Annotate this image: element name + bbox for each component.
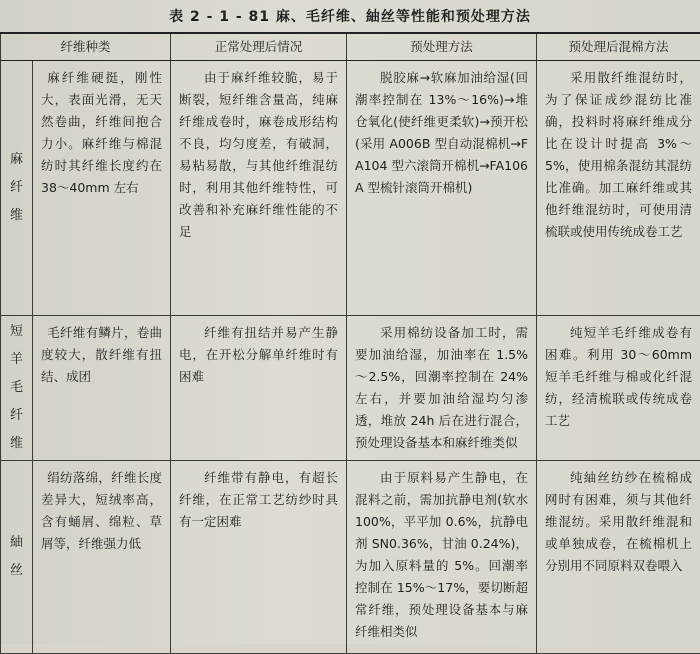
blending-cell: 采用散纤维混纺时，为了保证成纱混纺比准确，投料时将麻纤维成分比在设计时提高 3%～5%，使用棉条混纺其混纺比准确。加工麻纤维或其他纤维混纺时，可使用清梳联或使用传统成卷工艺 [537, 61, 700, 316]
category-cell: 麻纤维 [1, 61, 33, 316]
properties-cell: 绢纺落绵，纤维长度差异大，短绒率高，含有蛹屑、绵粒、草屑等，纤维强力低 [33, 461, 171, 654]
table-title: 表 2 - 1 - 81 麻、毛纤维、紬丝等性能和预处理方法 [0, 6, 700, 26]
pretreatment-cell: 采用棉纺设备加工时，需要加油给湿，加油率在 1.5%～2.5%，回潮率控制在 24% 左右，并要加油给湿均匀渗透，堆放 24h 后在进行混合，预处理设备基本和麻纤维类似 [347, 316, 537, 461]
fiber-pretreatment-table [0, 32, 700, 654]
header-row [1, 33, 700, 61]
category-cell: 紬丝 [1, 461, 33, 654]
table-row [1, 461, 700, 654]
pretreatment-cell: 脱胶麻→软麻加油给湿(回潮率控制在 13%～16%)→堆仓氧化(使纤维更柔软)→预开松(采用 A006B 型自动混棉机→FA104 型六滚筒开棉机→FA106A 型梳针滚筒开棉机) [347, 61, 537, 316]
pretreatment-cell: 由于原料易产生静电，在混料之前，需加抗静电剂(软水 100%，平平加 0.6%，抗静电剂 SN0.36%，甘油 0.24%)，为加入原料量的 5%。回潮率控制在 15%～17%，要切断超常纤维，预处理设备基本与麻纤维相类似 [347, 461, 537, 654]
normal-cell: 纤维有扭结并易产生静电，在开松分解单纤维时有困难 [171, 316, 347, 461]
table-row [1, 316, 700, 461]
properties-cell: 麻纤维硬挺，刚性大，表面光滑，无天然卷曲，纤维间抱合力小。麻纤维与棉混纺时其纤维长度约在 38～40mm 左右 [33, 61, 171, 316]
header-pretreatment: 预处理方法 [347, 33, 537, 61]
header-blending: 预处理后混棉方法 [537, 33, 700, 61]
blending-cell: 纯短羊毛纤维成卷有困难。利用 30～60mm 短羊毛纤维与棉或化纤混纺，经清梳联或传统成卷工艺 [537, 316, 700, 461]
normal-cell: 纤维带有静电，有超长纤维，在正常工艺纺纱时具有一定困难 [171, 461, 347, 654]
table-row [1, 61, 700, 316]
normal-cell: 由于麻纤维较脆，易于断裂，短纤维含量高，纯麻纤维成卷时，麻卷成形结构不良，均匀度差，有破洞，易粘易散，与其他纤维混纺时，利用其他纤维特性，可改善和补充麻纤维性能的不足 [171, 61, 347, 316]
header-normal: 正常处理后情况 [171, 33, 347, 61]
category-cell: 短羊毛纤维 [1, 316, 33, 461]
blending-cell: 纯紬丝纺纱在梳棉成网时有困难，须与其他纤维混纺。采用散纤维混和或单独成卷，在梳棉机上分别用不同原料双卷喂入 [537, 461, 700, 654]
header-fiber-type: 纤维种类 [1, 33, 171, 61]
properties-cell: 毛纤维有鳞片，卷曲度较大，散纤维有扭结、成团 [33, 316, 171, 461]
